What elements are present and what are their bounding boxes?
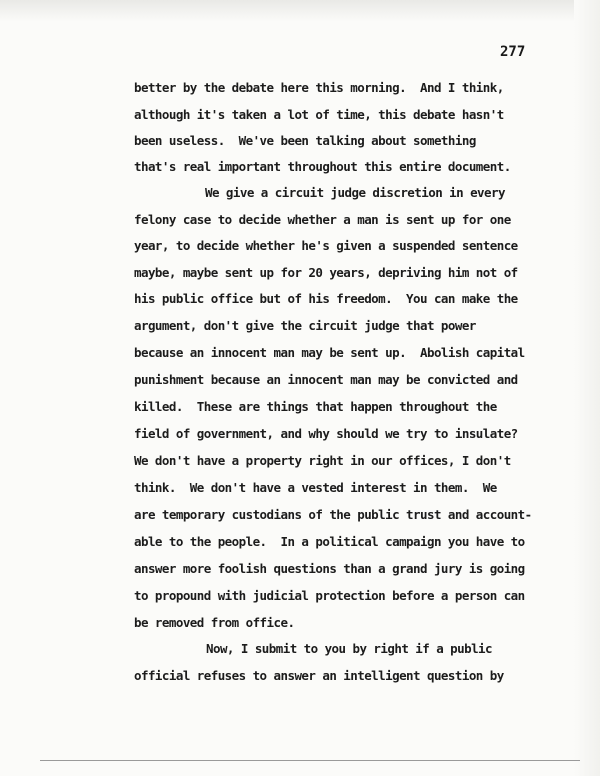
text-line: because an innocent man may be sent up. Abolish capital: [134, 345, 525, 360]
text-line: that's real important throughout this entire document.: [134, 159, 511, 174]
text-line: punishment because an innocent man may be convicted and: [134, 372, 518, 387]
text-line: official refuses to answer an intelligent question by: [134, 668, 504, 683]
text-line: maybe, maybe sent up for 20 years, depriving him not of: [134, 265, 518, 280]
text-line: think. We don't have a vested interest in them. We: [134, 480, 497, 495]
page-number: 277: [500, 44, 526, 60]
text-line: to propound with judicial protection before a person can: [134, 588, 525, 603]
text-line: better by the debate here this morning. And I think,: [134, 80, 504, 95]
text-line: answer more foolish questions than a grand jury is going: [134, 561, 525, 576]
text-line: able to the people. In a political campaign you have to: [134, 534, 525, 549]
text-line: been useless. We've been talking about something: [134, 133, 476, 148]
text-line: We give a circuit judge discretion in every: [205, 185, 505, 200]
text-line: killed. These are things that happen throughout the: [134, 399, 497, 414]
text-line: felony case to decide whether a man is sent up for one: [134, 212, 511, 227]
scan-right-edge: [574, 0, 600, 776]
text-line: We don't have a property right in our offices, I don't: [134, 453, 511, 468]
text-line: argument, don't give the circuit judge that power: [134, 318, 476, 333]
text-line: Now, I submit to you by right if a public: [206, 641, 493, 656]
scan-top-shadow: [0, 0, 600, 22]
page-bottom-rule: [40, 760, 580, 761]
text-line: be removed from office.: [134, 615, 295, 630]
text-line: his public office but of his freedom. You can make the: [134, 291, 518, 306]
text-line: are temporary custodians of the public trust and account-: [134, 507, 532, 522]
text-line: field of government, and why should we try to insulate?: [134, 426, 518, 441]
text-line: although it's taken a lot of time, this debate hasn't: [134, 107, 504, 122]
text-line: year, to decide whether he's given a suspended sentence: [134, 238, 518, 253]
